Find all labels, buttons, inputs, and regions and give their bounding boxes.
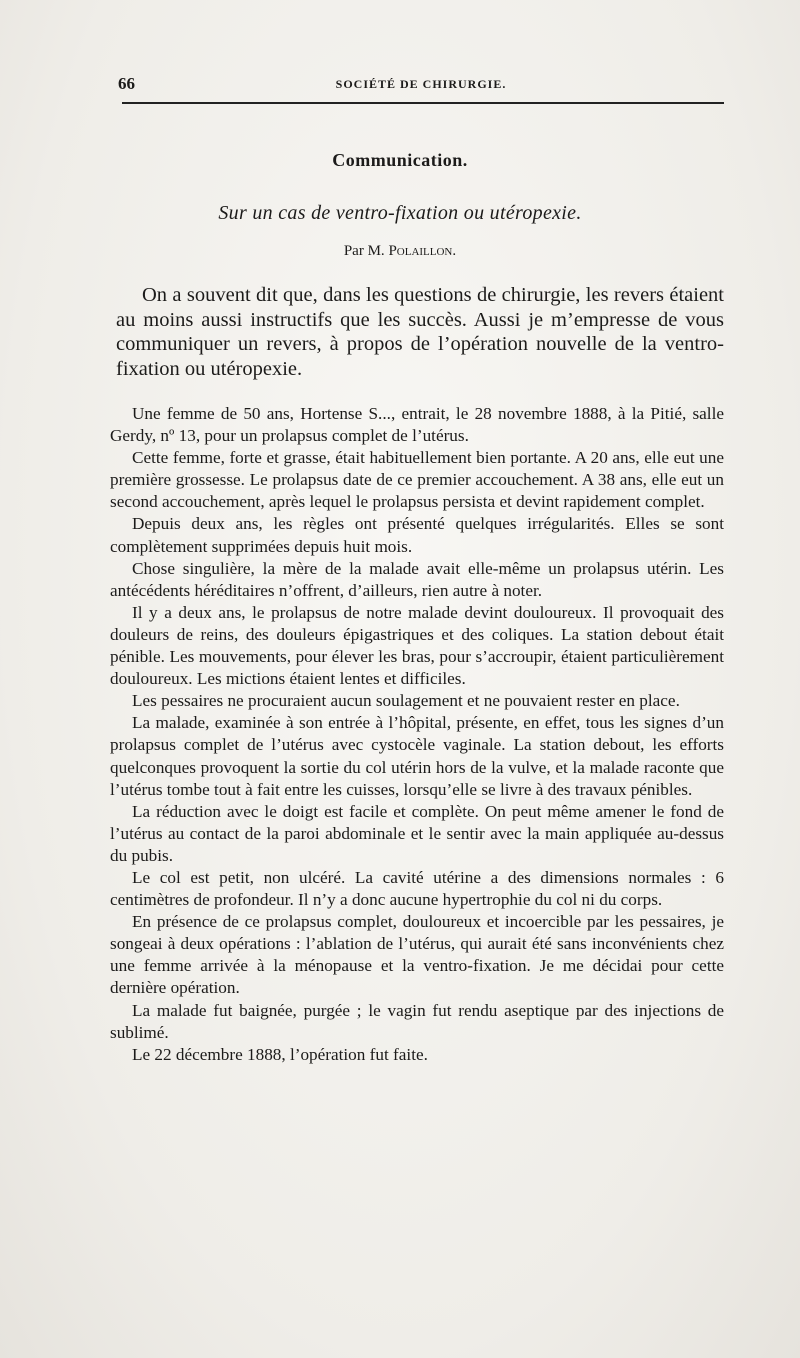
- byline-prefix: Par M.: [343, 243, 385, 259]
- running-title: SOCIÉTÉ DE CHIRURGIE.: [335, 77, 507, 91]
- page-header: [118, 74, 724, 96]
- author-name: Polaillon.: [388, 243, 457, 259]
- paragraph: Chose singulière, la mère de la malade avait elle-même un prolapsus utérin. Les antécédents héréditaires n’offrent, d’ailleurs, rien autre à noter.: [110, 558, 724, 600]
- paragraph: La malade fut baignée, purgée ; le vagin fut rendu aseptique par des injections de sublimé.: [110, 1000, 724, 1042]
- byline: [0, 243, 800, 260]
- header-rule: [122, 102, 724, 104]
- paragraph: Une femme de 50 ans, Hortense S..., entrait, le 28 novembre 1888, à la Pitié, salle Gerdy, nº 13, pour un prolapsus complet de l’utérus.: [110, 404, 724, 446]
- paragraph: Il y a deux ans, le prolapsus de notre malade devint douloureux. Il provoquait des douleurs de reins, des douleurs épigastriques et des coliques. La station debout était pénible. Les mouvements, pour élever les bras, pour s’accroupir, étaient particulièrement douloureux. Les mictions étaient lentes et difficiles.: [110, 602, 724, 689]
- page-number: 66: [118, 74, 135, 93]
- paragraph: La réduction avec le doigt est facile et complète. On peut même amener le fond de l’utérus au contact de la paroi abdominale et le sentir avec la main appliquée au-dessus du pubis.: [110, 801, 724, 865]
- body-text: [110, 403, 724, 1066]
- paragraph: Cette femme, forte et grasse, était habituellement bien portante. A 20 ans, elle eut une première grossesse. Le prolapsus date de ce premier accouchement. A 38 ans, elle eut un second accouchement, après lequel le prolapsus persista et devint rapidement complet.: [110, 448, 724, 512]
- paragraph: Le col est petit, non ulcéré. La cavité utérine a des dimensions normales : 6 centimètres de profondeur. Il n’y a donc aucune hypertrophie du col ni du corps.: [110, 867, 724, 910]
- section-heading: Communication.: [332, 150, 468, 170]
- paragraph: Les pessaires ne procuraient aucun soulagement et ne pouvaient rester en place.: [132, 691, 680, 711]
- article-title: Sur un cas de ventro-fixation ou utéropexie.: [218, 202, 582, 224]
- paragraph: Depuis deux ans, les règles ont présenté quelques irrégularités. Elles se sont complètement supprimées depuis huit mois.: [110, 514, 724, 556]
- paragraph: La malade, examinée à son entrée à l’hôpital, présente, en effet, tous les signes d’un prolapsus complet de l’utérus avec cystocèle vaginale. La station debout, les efforts quelconques provoquent la sortie du col utérin hors de la vulve, et la malade raconte que l’utérus tombe tout à fait entre les cuisses, lorsqu’elle se livre à des travaux pénibles.: [110, 713, 724, 799]
- paragraph: En présence de ce prolapsus complet, douloureux et incoercible par les pessaires, je songeai à deux opérations : l’ablation de l’utérus, qui aurait été sans inconvénients chez une femme arrivée à la ménopause et la ventro-fixation. Je me décidai pour cette dernière opération.: [110, 912, 724, 998]
- intro-paragraph: On a souvent dit que, dans les questions de chirurgie, les revers étaient au moins aussi instructifs que les succès. Aussi je m’empresse de vous communiquer un revers, à propos de l’opération nouvelle de la ventro-fixation ou utéropexie.: [116, 284, 724, 380]
- paragraph: Le 22 décembre 1888, l’opération fut faite.: [132, 1044, 428, 1064]
